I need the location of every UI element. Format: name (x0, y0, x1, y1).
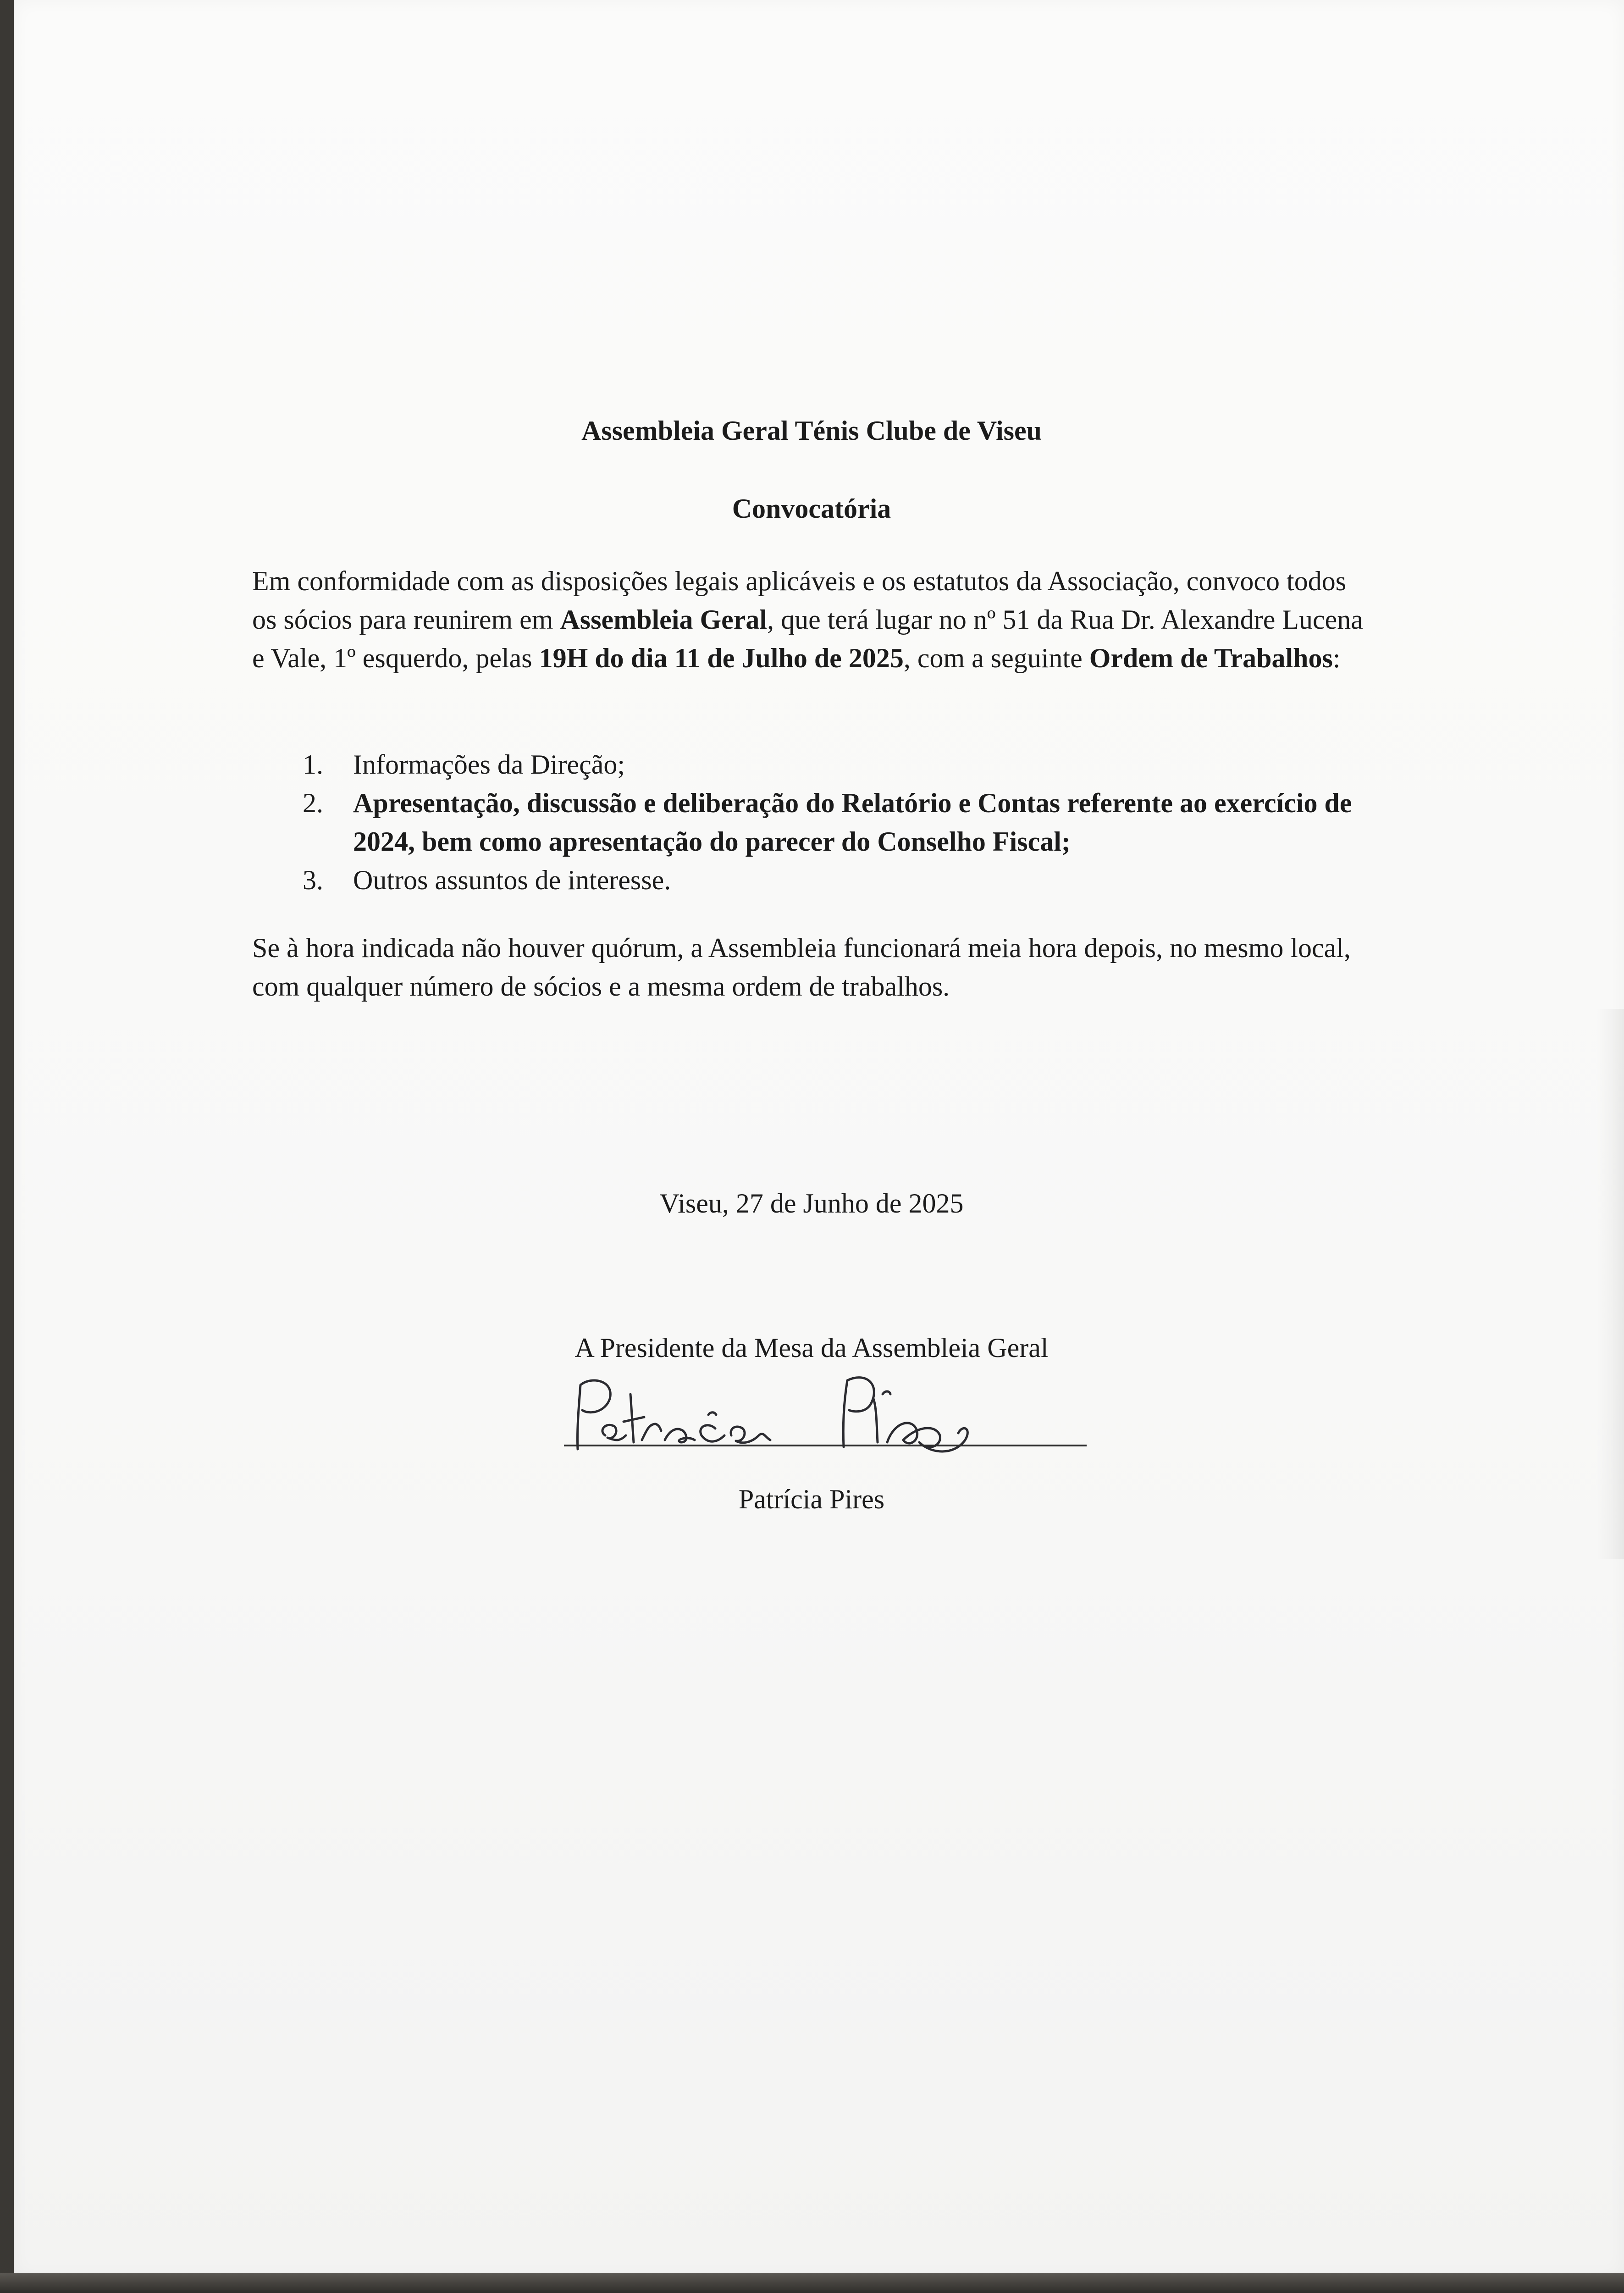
handwritten-signature (550, 1367, 1100, 1468)
agenda-item-text: Outros assuntos de interesse. (353, 865, 671, 895)
paragraph-bold-assembly: Assembleia Geral (560, 604, 768, 635)
agenda-item-number: 3. (303, 865, 323, 895)
agenda-item-number: 2. (303, 788, 323, 818)
paragraph-text: Em conformidade com as disposições legais aplicáveis e os estatutos da Associação, convoco todos os sócios para reunirem em (252, 566, 1347, 635)
convocation-paragraph (252, 562, 1371, 677)
page-fold-shadow (1596, 1009, 1624, 1559)
agenda-item-text: Informações da Direção; (353, 749, 625, 780)
paragraph-bold-datetime: 19H do dia 11 de Julho de 2025 (539, 643, 904, 673)
agenda-item (303, 784, 1371, 861)
paragraph-text: , com a seguinte (903, 643, 1089, 673)
paragraph-text: , que terá lugar no nº 51 da Rua Dr. Alexandre Lucena e Vale, 1º esquerdo, pelas (252, 604, 1363, 673)
quorum-paragraph: Se à hora indicada não houver quórum, a Assembleia funcionará meia hora depois, no mesmo local, com qualquer número de sócios e a mesma ordem de trabalhos. (252, 933, 1351, 1002)
signature-line (564, 1445, 1087, 1446)
agenda-item-number: 1. (303, 749, 323, 780)
place-date: Viseu, 27 de Junho de 2025 (659, 1188, 964, 1219)
agenda-list (303, 745, 1371, 899)
paragraph-bold-agenda: Ordem de Trabalhos (1089, 643, 1333, 673)
document-title: Assembleia Geral Ténis Clube de Viseu (581, 415, 1042, 446)
paragraph-text: : (1332, 643, 1341, 673)
document-subtitle: Convocatória (732, 493, 891, 524)
document-page (14, 0, 1624, 2277)
agenda-item-text: Apresentação, discussão e deliberação do Relatório e Contas referente ao exercício de 2024, bem como apresentação do parecer do Conselho Fiscal; (353, 788, 1352, 857)
agenda-item (303, 745, 1371, 784)
signatory-name: Patrícia Pires (738, 1484, 885, 1514)
table-edge-background (0, 2273, 1624, 2293)
signatory-role: A Presidente da Mesa da Assembleia Geral (574, 1333, 1049, 1363)
agenda-item (303, 861, 1371, 899)
